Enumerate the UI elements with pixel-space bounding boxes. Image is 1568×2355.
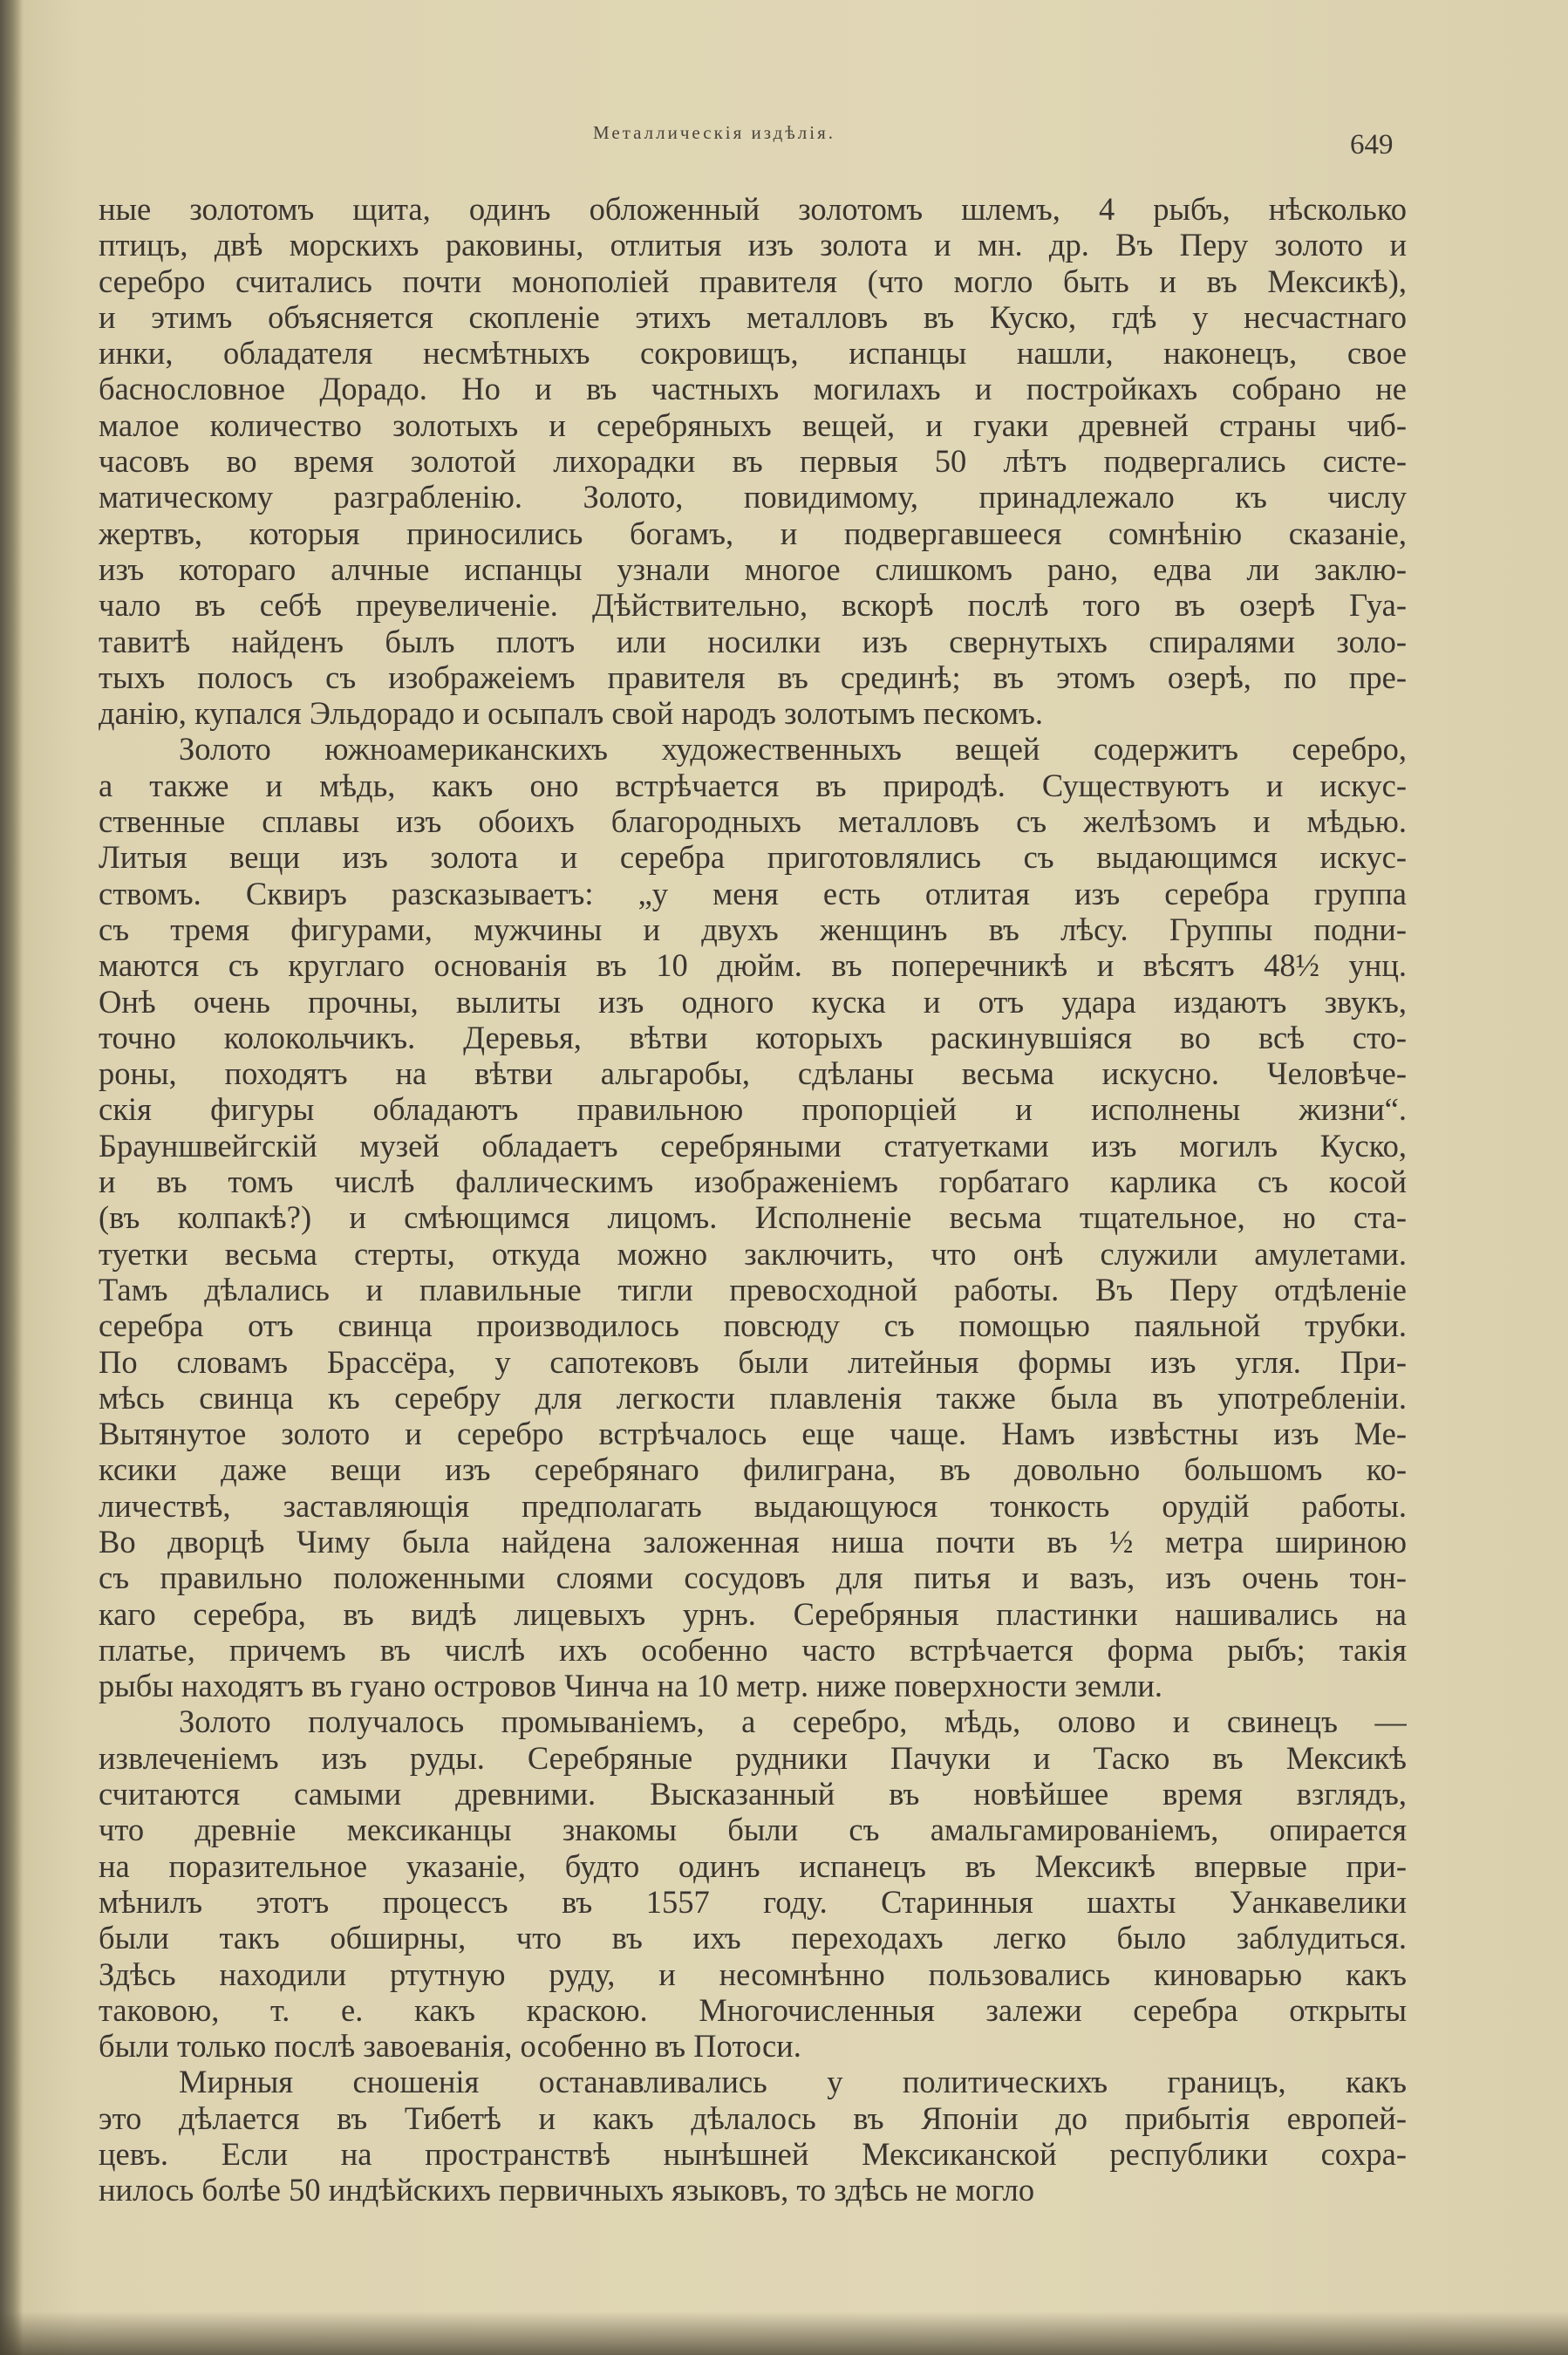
text-line: мѣнилъ этотъ процессъ въ 1557 году. Старинныя шахты Уанкавелики bbox=[99, 1883, 1407, 1920]
page-spine-shadow bbox=[0, 0, 23, 2355]
text-line: Здѣсь находили ртутную руду, и несомнѣнно пользовались киноварью какъ bbox=[99, 1956, 1407, 1992]
running-head: Металлическія издѣлія. bbox=[593, 122, 835, 143]
page-number: 649 bbox=[1350, 129, 1394, 160]
text-line: съ тремя фигурами, мужчины и двухъ женщинъ въ лѣсу. Группы подни- bbox=[99, 911, 1407, 947]
text-line: чало въ себѣ преувеличеніе. Дѣйствительно, вскорѣ послѣ того въ озерѣ Гуа- bbox=[99, 587, 1407, 624]
text-line: изъ котораго алчные испанцы узнали многое слишкомъ рано, едва ли заклю- bbox=[99, 550, 1407, 587]
text-line: ксики даже вещи изъ серебрянаго филиграна, въ довольно большомъ ко- bbox=[99, 1451, 1407, 1488]
body-text bbox=[99, 191, 1407, 2208]
text-line: Онѣ очень прочны, вылиты изъ одного куска и отъ удара издаютъ звукъ, bbox=[99, 983, 1407, 1020]
text-line: нилось болѣе 50 индѣйскихъ первичныхъ языковъ, то здѣсь не могло bbox=[99, 2172, 1035, 2208]
text-line: По словамъ Брассёра, у сапотековъ были литейныя формы изъ угля. При- bbox=[99, 1343, 1407, 1380]
text-line: роны, походятъ на вѣтви альгаробы, сдѣланы весьма искусно. Человѣче- bbox=[99, 1055, 1407, 1092]
text-line: скія фигуры обладаютъ правильною пропорціей и исполнены жизни“. bbox=[99, 1091, 1407, 1128]
text-line: на поразительное указаніе, будто одинъ испанецъ въ Мексикѣ впервые при- bbox=[99, 1847, 1407, 1884]
text-line: платье, причемъ въ числѣ ихъ особенно часто встрѣчается форма рыбъ; такія bbox=[99, 1631, 1407, 1668]
text-line: были такъ обширны, что въ ихъ переходахъ легко было заблудиться. bbox=[99, 1920, 1407, 1956]
text-line: данію, купался Эльдорадо и осыпалъ свой народъ золотымъ пескомъ. bbox=[99, 695, 1044, 732]
text-line: часовъ во время золотой лихорадки въ первыя 50 лѣтъ подвергались систе- bbox=[99, 443, 1407, 480]
text-line: Брауншвейгскій музей обладаетъ серебряными статуетками изъ могилъ Куско, bbox=[99, 1127, 1407, 1164]
text-line: туетки весьма стерты, откуда можно заключить, что онѣ служили амулетами. bbox=[99, 1235, 1407, 1272]
text-line: тыхъ полосъ съ изображеіемъ правителя въ срединѣ; въ этомъ озерѣ, по пре- bbox=[99, 659, 1407, 695]
text-line: были только послѣ завоеванія, особенно въ Потоси. bbox=[99, 2028, 801, 2065]
text-line: Вытянутое золото и серебро встрѣчалось еще чаще. Намъ извѣстны изъ Ме- bbox=[99, 1416, 1407, 1452]
text-line: Во дворцѣ Чиму была найдена заложенная ниша почти въ ½ метра шириною bbox=[99, 1523, 1407, 1560]
text-line: каго серебра, въ видѣ лицевыхъ урнъ. Серебряныя пластинки нашивались на bbox=[99, 1595, 1407, 1632]
text-line: Мирныя сношенія останавливались у политическихъ границъ, какъ bbox=[179, 2064, 1407, 2100]
text-line: а также и мѣдь, какъ оно встрѣчается въ природѣ. Существуютъ и искус- bbox=[99, 767, 1407, 803]
text-line: и этимъ объясняется скопленіе этихъ металловъ въ Куско, гдѣ у несчастнаго bbox=[99, 298, 1407, 335]
text-line: точно колокольчикъ. Деревья, вѣтви которыхъ раскинувшіяся во всѣ сто- bbox=[99, 1019, 1407, 1055]
text-line: рыбы находятъ въ гуано островов Чинча на 10 метр. ниже поверхности земли. bbox=[99, 1668, 1162, 1704]
text-line: личествѣ, заставляющія предполагать выдающуюся тонкость орудій работы. bbox=[99, 1487, 1407, 1524]
text-line: (въ колпакѣ?) и смѣющимся лицомъ. Исполненіе весьма тщательное, но ста- bbox=[99, 1199, 1407, 1236]
text-line: и въ томъ числѣ фаллическимъ изображеніемъ горбатаго карлика съ косой bbox=[99, 1164, 1407, 1200]
text-line: Тамъ дѣлались и плавильные тигли превосходной работы. Въ Перу отдѣленіе bbox=[99, 1271, 1407, 1307]
text-line: жертвъ, которыя приносились богамъ, и подвергавшееся сомнѣнію сказаніе, bbox=[99, 515, 1407, 551]
text-line: серебра отъ свинца производилось повсюду съ помощью паяльной трубки. bbox=[99, 1307, 1407, 1344]
text-line: Литыя вещи изъ золота и серебра приготовлялись съ выдающимся искус- bbox=[99, 839, 1407, 876]
text-line: Золото получалось промываніемъ, а серебро, мѣдь, олово и свинецъ — bbox=[179, 1703, 1407, 1740]
text-line: матическому разграбленію. Золото, повидимому, принадлежало къ числу bbox=[99, 479, 1407, 515]
text-line: малое количество золотыхъ и серебряныхъ вещей, и гуаки древней страны чиб- bbox=[99, 406, 1407, 443]
text-line: ствомъ. Сквиръ разсказываетъ: „у меня есть отлитая изъ серебра группа bbox=[99, 875, 1407, 911]
text-line: таковою, т. е. какъ краскою. Многочисленныя залежи серебра открыты bbox=[99, 1991, 1407, 2028]
text-line: маются съ круглаго основанія въ 10 дюйм. въ поперечникѣ и вѣсятъ 48½ унц. bbox=[99, 947, 1407, 984]
text-line: инки, обладателя несмѣтныхъ сокровищъ, испанцы нашли, наконецъ, свое bbox=[99, 335, 1407, 372]
text-line: что древніе мексиканцы знакомы были съ амальгамированіемъ, опирается bbox=[99, 1812, 1407, 1848]
text-line: съ правильно положенными слоями сосудовъ для питья и вазъ, изъ очень тон- bbox=[99, 1560, 1407, 1596]
text-line: извлеченіемъ изъ руды. Серебряные рудники Пачуки и Таско въ Мексикѣ bbox=[99, 1739, 1407, 1776]
bottom-edge-shadow bbox=[0, 2311, 1568, 2355]
text-line: мѣсь свинца къ серебру для легкости плавленія также была въ употребленіи. bbox=[99, 1379, 1407, 1416]
text-line: считаются самыми древними. Высказанный въ новѣйшее время взглядъ, bbox=[99, 1776, 1407, 1812]
text-line: серебро считались почти монополіей правителя (что могло быть и въ Мексикѣ), bbox=[99, 263, 1407, 299]
text-line: ственные сплавы изъ обоихъ благородныхъ металловъ съ желѣзомъ и мѣдью. bbox=[99, 803, 1407, 840]
text-line: это дѣлается въ Тибетѣ и какъ дѣлалось въ Японіи до прибытія европей- bbox=[99, 2099, 1407, 2136]
text-line: Золото южноамериканскихъ художественныхъ вещей содержитъ серебро, bbox=[179, 731, 1407, 768]
text-line: ные золотомъ щита, одинъ обложенный золотомъ шлемъ, 4 рыбъ, нѣсколько bbox=[99, 191, 1407, 227]
text-line: птицъ, двѣ морскихъ раковины, отлитыя изъ золота и мн. др. Въ Перу золото и bbox=[99, 227, 1407, 263]
text-line: цевъ. Если на пространствѣ нынѣшней Мексиканской республики сохра- bbox=[99, 2136, 1407, 2173]
text-line: тавитѣ найденъ былъ плотъ или носилки изъ свернутыхъ спиралями золо- bbox=[99, 623, 1407, 659]
text-line: баснословное Дорадо. Но и въ частныхъ могилахъ и постройкахъ собрано не bbox=[99, 371, 1407, 407]
